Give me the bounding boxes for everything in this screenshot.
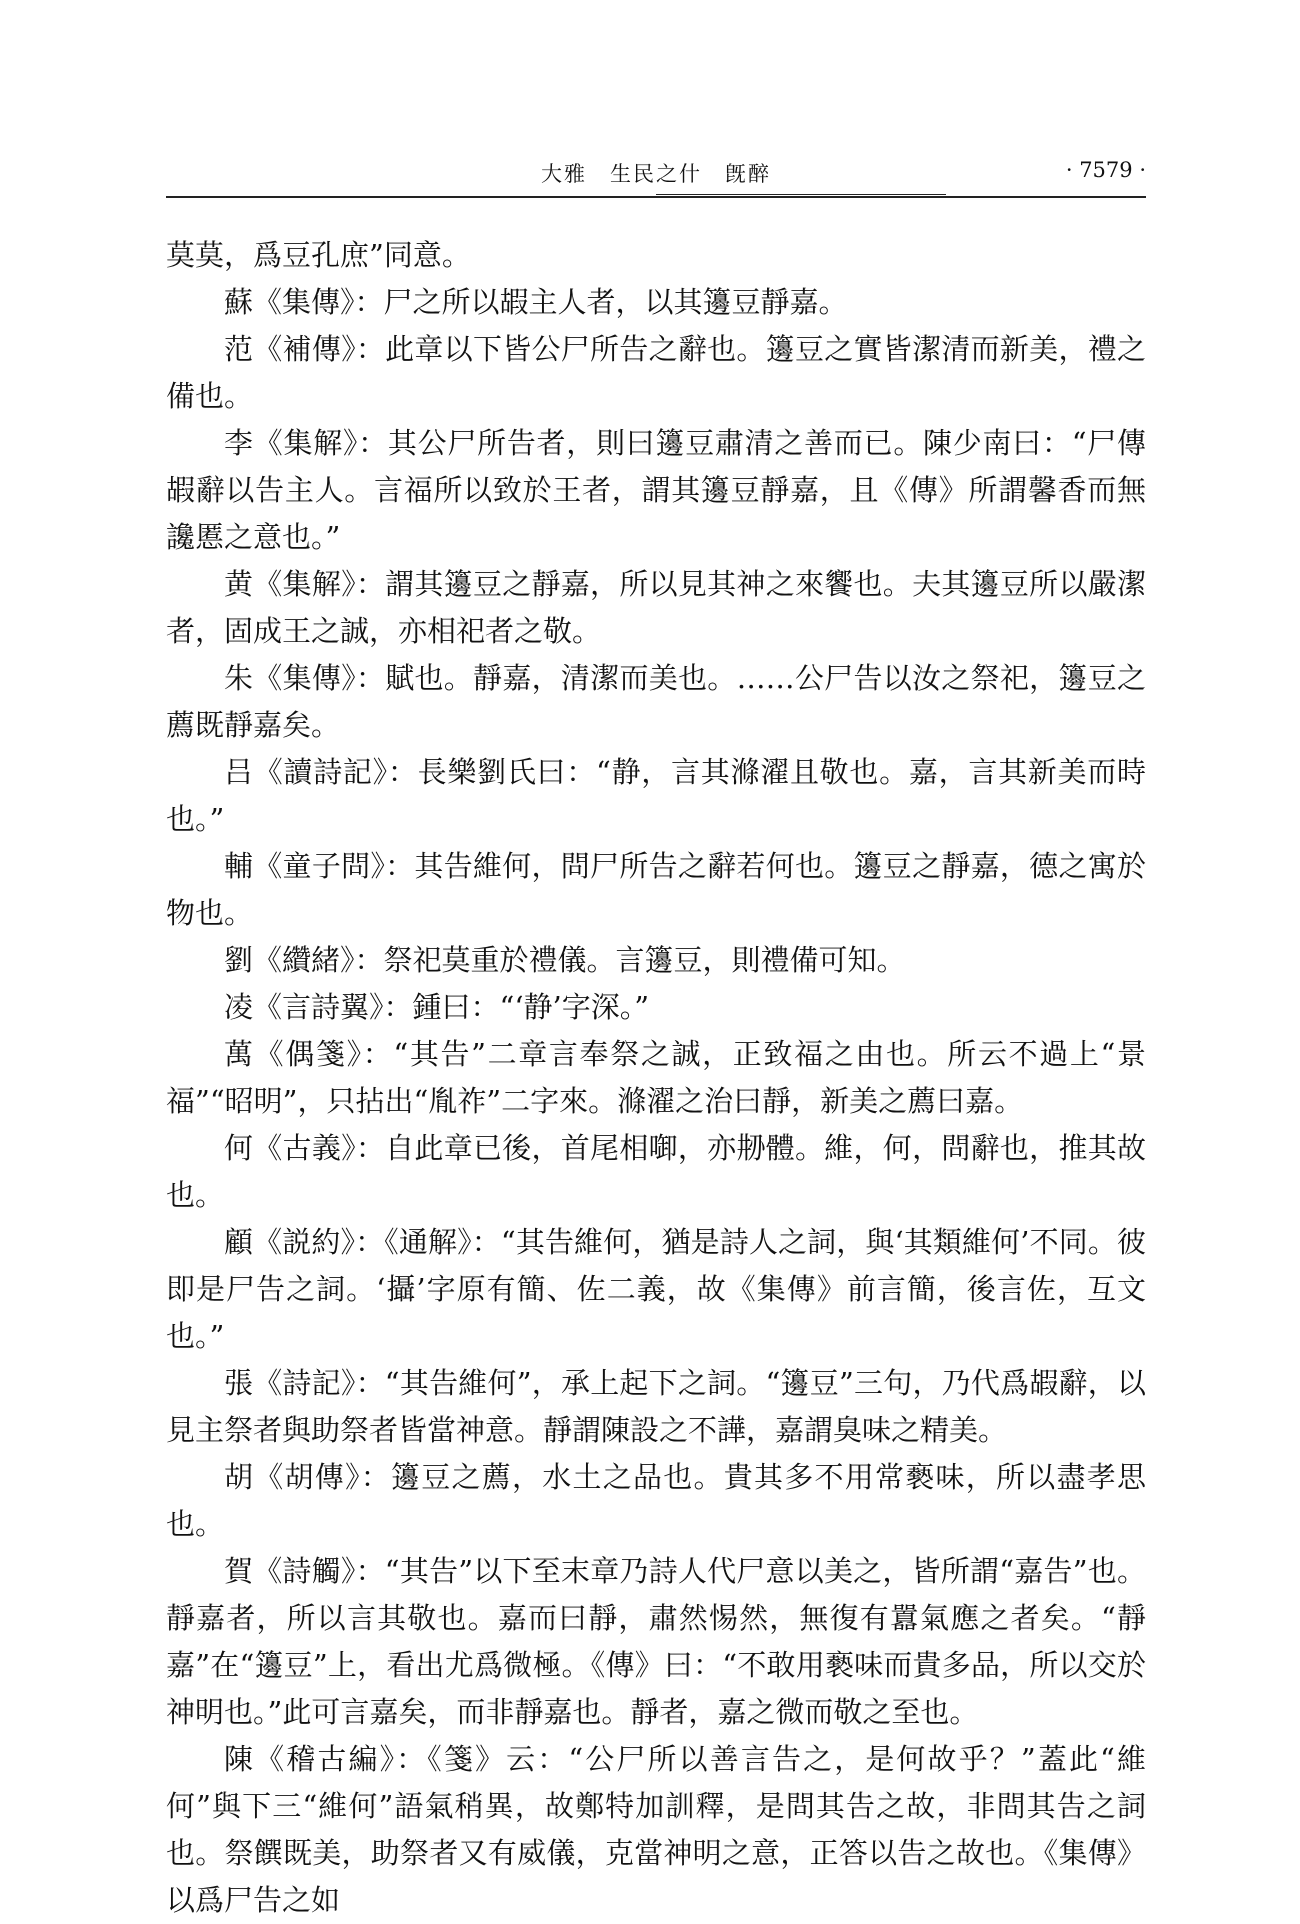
paragraph-wan: 萬《偶箋》：“其告”二章言奉祭之誠，正致福之由也。所云不過上“景福”“昭明”，只拈出“胤祚”二字來。滌濯之治曰靜，新美之薦曰嘉。 <box>166 1037 1146 1118</box>
paragraph-zhu: 朱《集傳》：賦也。靜嘉，清潔而美也。……公尸告以汝之祭祀，籩豆之薦既靜嘉矣。 <box>166 661 1146 742</box>
running-header-title: 大雅 生民之什 旣醉 <box>541 162 771 186</box>
paragraph-su: 蘇《集傳》：尸之所以嘏主人者，以其籩豆靜嘉。 <box>224 285 848 319</box>
paragraph-hu: 胡《胡傳》：籩豆之薦，水土之品也。貴其多不用常褻味，所以盡孝思也。 <box>166 1460 1146 1541</box>
paragraph-he-shichu: 賀《詩觸》：“其告”以下至末章乃詩人代尸意以美之，皆所謂“嘉告”也。靜嘉者，所以言其敬也。嘉而曰靜，肅然惕然，無復有囂氣應之者矣。“靜嘉”在“籩豆”上，看出尤爲微極。《傳》曰：“不敢用褻味而貴多品，所以交於神明也。”此可言嘉矣，而非靜嘉也。靜者，嘉之微而敬之至也。 <box>166 1554 1146 1729</box>
paragraph-liu: 劉《纘緒》：祭祀莫重於禮儀。言籩豆，則禮備可知。 <box>224 943 906 977</box>
header-rule <box>166 196 1146 198</box>
paragraph-li: 李《集解》：其公尸所告者，則曰籩豆肅清之善而已。陳少南曰：“尸傳嘏辭以告主人。言福所以致於王者，謂其籩豆靜嘉，且《傳》所謂馨香而無讒慝之意也。” <box>166 426 1146 554</box>
paragraph-zhang: 張《詩記》：“其告維何”，承上起下之詞。“籩豆”三句，乃代爲嘏辭，以見主祭者與助祭者皆當神意。靜謂陳設之不譁，嘉謂臭味之精美。 <box>166 1366 1146 1447</box>
running-header <box>166 158 1146 198</box>
paragraph-huang: 黄《集解》：謂其籩豆之靜嘉，所以見其神之來饗也。夫其籩豆所以嚴潔者，固成王之誠，亦相祀者之敬。 <box>166 567 1146 648</box>
paragraph-continuation: 莫莫，爲豆孔庶”同意。 <box>166 238 471 272</box>
paragraph-gu: 顧《説約》：《通解》：“其告維何，猶是詩人之詞，與‘其類維何’不同。彼即是尸告之詞。‘攝’字原有簡、佐二義，故《集傳》前言簡，後言佐，互文也。” <box>166 1225 1146 1353</box>
page-number: · 7579 · <box>1065 158 1146 182</box>
paragraph-fu: 輔《童子問》：其告維何，問尸所告之辭若何也。籩豆之靜嘉，德之寓於物也。 <box>166 849 1146 930</box>
header-rule-accent <box>656 194 946 195</box>
page-body <box>166 232 1146 1924</box>
paragraph-chen: 陳《稽古編》：《箋》云：“公尸所以善言告之，是何故乎？”蓋此“維何”與下三“維何”語氣稍異，故鄭特加訓釋，是問其告之故，非問其告之詞也。祭饌既美，助祭者又有威儀，克當神明之意，正答以告之故也。《集傳》以爲尸告之如 <box>166 1742 1146 1917</box>
paragraph-he: 何《古義》：自此章已後，首尾相啣，亦刱體。維，何，問辭也，推其故也。 <box>166 1131 1146 1212</box>
paragraph-fan: 范《補傳》：此章以下皆公尸所告之辭也。籩豆之實皆潔清而新美，禮之備也。 <box>166 332 1146 413</box>
paragraph-ling: 凌《言詩翼》：鍾曰：“‘静’字深。” <box>224 990 650 1024</box>
paragraph-lu: 吕《讀詩記》：長樂劉氏曰：“静，言其滌濯且敬也。嘉，言其新美而時也。” <box>166 755 1146 836</box>
